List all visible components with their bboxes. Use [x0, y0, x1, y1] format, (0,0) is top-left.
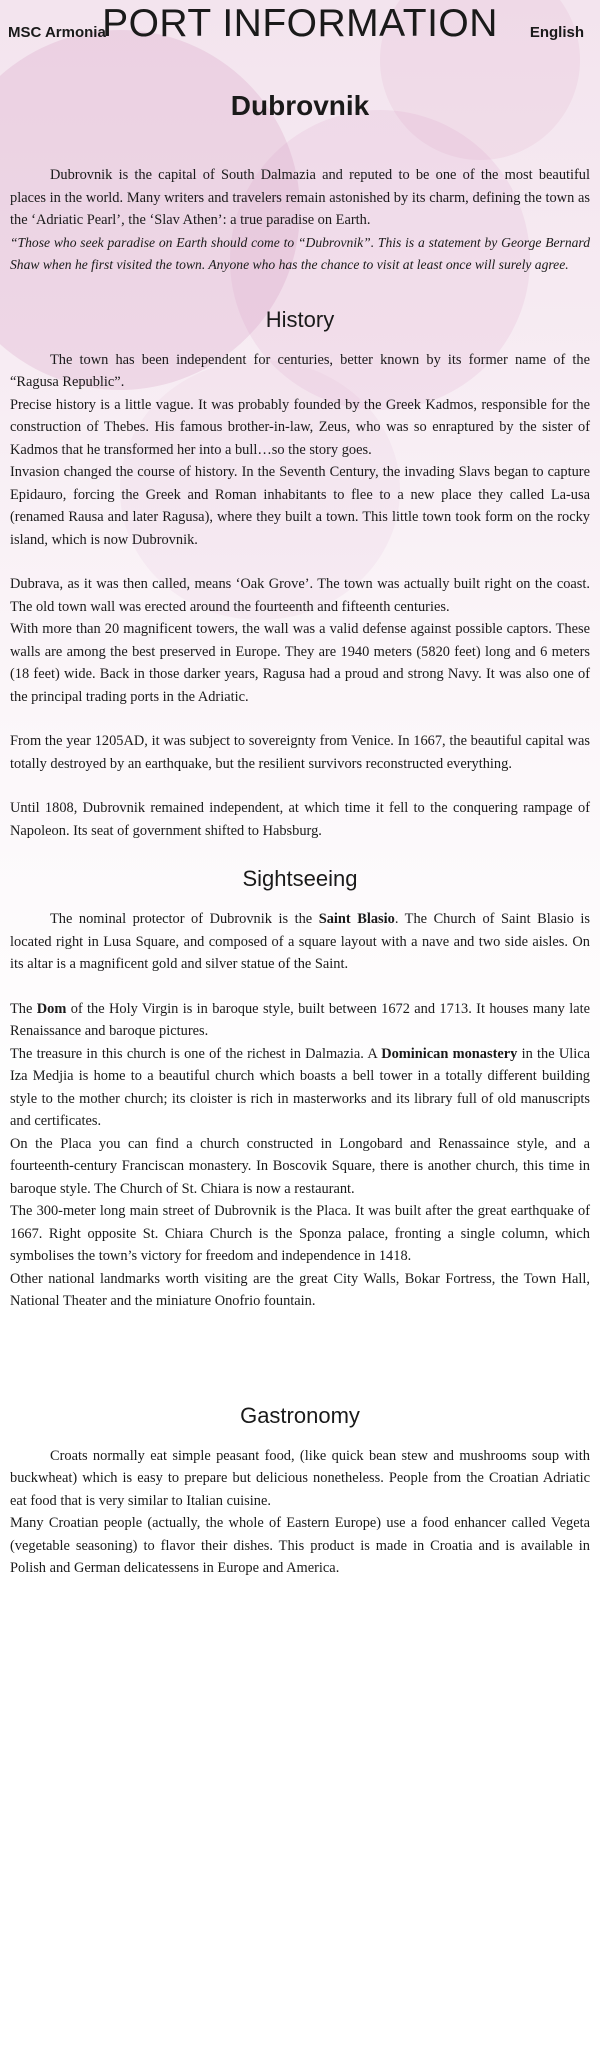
sightseeing-heading: Sightseeing	[242, 866, 358, 891]
shaw-quote: “Those who seek paradise on Earth should come to “Dubrovnik”. This is a statement by George Bernard Shaw when he first visited the town. Anyone who has the chance to visit at least once will surely agree.	[10, 234, 590, 272]
dominican-monastery-term: Dominican monastery	[381, 1045, 518, 1062]
text-run: The nominal protector of Dubrovnik is the	[50, 911, 319, 927]
sightseeing-paragraph: Other national landmarks worth visiting are the great City Walls, Bokar Fortress, the Town Hall, National Theater and the miniature Onofrio fountain.	[10, 1270, 590, 1309]
intro-section	[0, 164, 600, 277]
text-run: in the Ulica Iza Medjia is home to a beautiful church which boasts a bell tower in a totally different building style to the mother church; its cloister is rich in masterworks and its library full of old manuscripts and certificates.	[10, 1045, 590, 1129]
gastronomy-paragraph: Many Croatian people (actually, the whole of Eastern Europe) use a food enhancer called Vegeta (vegetable seasoning) to flavor their dishes. This product is made in Croatia and is available in Polish and German delicatessens in Europe and America.	[10, 1515, 590, 1576]
history-paragraph: Until 1808, Dubrovnik remained independent, at which time it fell to the conquering rampage of Napoleon. Its seat of government shifted to Habsburg.	[10, 800, 590, 839]
intro-paragraph: Dubrovnik is the capital of South Dalmazia and reputed to be one of the most beautiful places in the world. Many writers and travelers remain astonished by its charm, defining the town as the ‘Adriatic Pearl’, the ‘Slav Athen’: a true paradise on Earth.	[10, 167, 590, 228]
sightseeing-paragraph: The 300-meter long main street of Dubrovnik is the Placa. It was built after the great earthquake of 1667. Right opposite St. Chiara Church is the Sponza palace, fronting a single column, which symbolises the town’s victory for freedom and independence in 1418.	[10, 1203, 590, 1264]
text-run: of the Holy Virgin is in baroque style, built between 1672 and 1713. It houses many late Renaissance and baroque pictures.	[10, 1000, 590, 1039]
gastronomy-paragraph: Croats normally eat simple peasant food, (like quick bean stew and mushrooms soup with buckwheat) which is easy to prepare but delicious nonetheless. People from the Croatian Adriatic eat food that is very similar to Italian cuisine.	[10, 1447, 590, 1509]
history-paragraph: Dubrava, as it was then called, means ‘Oak Grove’. The town was actually built right on the coast. The old town wall was erected around the fourteenth and fifteenth centuries.	[10, 576, 590, 615]
gastronomy-heading: Gastronomy	[240, 1402, 360, 1428]
text-run: The treasure in this church is one of the richest in Dalmazia. A	[10, 1045, 382, 1062]
ship-name: MSC Armonia	[8, 24, 106, 41]
sightseeing-paragraph	[10, 1043, 590, 1133]
history-paragraph: From the year 1205AD, it was subject to sovereignty from Venice. In 1667, the beautiful capital was totally destroyed by an earthquake, but the resilient survivors reconstructed everything.	[10, 733, 590, 772]
text-run: The	[10, 1000, 37, 1017]
language-label: English	[529, 24, 584, 41]
history-heading: History	[265, 306, 335, 332]
history-section	[0, 349, 600, 843]
saint-blasio-term: Saint Blasio	[318, 911, 395, 927]
history-paragraph: The town has been independent for centuries, better known by its former name of the “Ragusa Republic”.	[10, 351, 590, 390]
dom-term: Dom	[36, 1000, 67, 1017]
sightseeing-paragraph: On the Placa you can find a church constructed in Longobard and Renassaince style, and a fourteenth-century Franciscan monastery. In Boscovik Square, there is another church, this time in baroque style. The Church of St. Chiara is now a restaurant.	[10, 1135, 590, 1197]
text-run: . The Church of Saint Blasio is located right in Lusa Square, and composed of a square layout with a nave and two side aisles. On its altar is a magnificent gold and silver statue of the Saint.	[10, 911, 590, 972]
sightseeing-paragraph	[10, 908, 590, 976]
history-paragraph: Precise history is a little vague. It was probably founded by the Greek Kadmos, responsible for the construction of Thebes. His famous brother-in-law, Zeus, who was so enraptured by the sister of Kadmos that he transformed her into a bull…so the story goes.	[10, 396, 590, 458]
document-title: PORT INFORMATION	[102, 2, 498, 45]
city-title: Dubrovnik	[230, 90, 370, 121]
sightseeing-paragraph	[10, 998, 590, 1043]
gastronomy-section	[0, 1445, 600, 1580]
history-paragraph: With more than 20 magnificent towers, the wall was a valid defense against possible captors. These walls are among the best preserved in Europe. They are 1940 meters (5820 feet) long and 6 meters (18 feet) wide. Back in those darker years, Ragusa had a proud and strong Navy. It was also one of the principal trading ports in the Adriatic.	[10, 621, 590, 705]
sightseeing-section	[0, 908, 600, 1313]
document-header	[0, 0, 600, 52]
history-paragraph: Invasion changed the course of history. In the Seventh Century, the invading Slavs began to capture Epidauro, forcing the Greek and Roman inhabitants to flee to a new place they called La-usa (renamed Rausa and later Ragusa), where they built a town. This little town took form on the rocky island, which is now Dubrovnik.	[10, 464, 590, 548]
